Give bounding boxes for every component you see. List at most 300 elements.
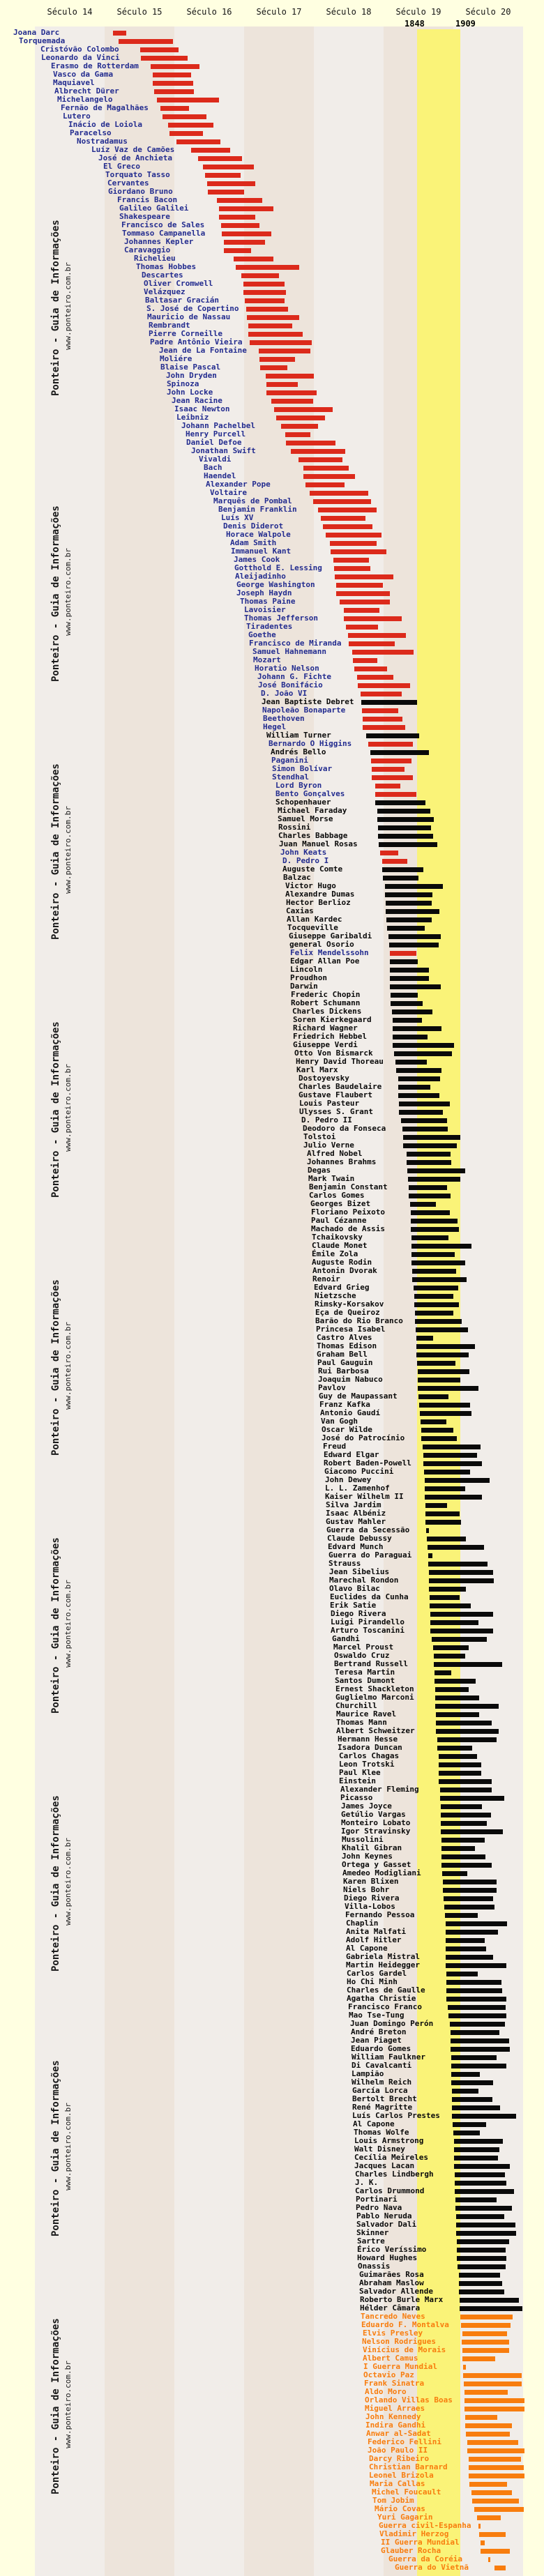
person-name: Baltasar Gracián xyxy=(145,296,219,305)
lifespan-bar xyxy=(390,951,416,956)
lifespan-bar xyxy=(407,1160,451,1165)
person-name: Carlos Drummond xyxy=(355,2186,425,2195)
person-name: Tiradentes xyxy=(246,622,293,631)
lifespan-bar xyxy=(363,717,402,722)
person-name: George Washington xyxy=(236,580,315,589)
lifespan-bar xyxy=(446,1946,486,1951)
person-name: Érico Veríssimo xyxy=(357,2245,427,2254)
person-name: D. Pedro II xyxy=(301,1115,352,1125)
lifespan-bar xyxy=(455,2189,514,2194)
person-name: Walt Disney xyxy=(354,2144,405,2154)
person-name: John Keats xyxy=(280,848,327,857)
person-name: Maquiavel xyxy=(53,78,95,87)
person-name: Tom Jobim xyxy=(372,2496,414,2505)
lifespan-bar xyxy=(411,1260,465,1265)
person-name: Aleijadinho xyxy=(235,572,286,581)
person-name: Claude Debussy xyxy=(327,1534,392,1543)
person-name: Robert Schumann xyxy=(291,998,361,1007)
lifespan-bar xyxy=(442,1871,467,1876)
person-name: El Greco xyxy=(103,162,140,171)
lifespan-bar xyxy=(460,2315,513,2319)
lifespan-bar xyxy=(477,2515,501,2520)
person-name: Antonin Dvorak xyxy=(312,1266,377,1275)
lifespan-bar xyxy=(411,1210,450,1215)
lifespan-bar xyxy=(246,307,288,312)
lifespan-bar xyxy=(441,1804,482,1809)
lifespan-bar xyxy=(425,1520,461,1525)
lifespan-bar xyxy=(440,1788,492,1792)
person-name: Skinner xyxy=(356,2228,389,2237)
lifespan-bar xyxy=(377,809,430,814)
person-name: Isadora Duncan xyxy=(338,1743,402,1752)
person-name: Guy de Maupassant xyxy=(319,1392,398,1401)
century-label: Século 14 xyxy=(47,7,93,17)
lifespan-bar xyxy=(344,608,379,613)
person-name: J. K. xyxy=(355,2178,379,2187)
watermark-block xyxy=(49,1018,80,1201)
watermark-rotated xyxy=(49,1276,73,1456)
watermark-rotated xyxy=(49,216,73,396)
lifespan-bar xyxy=(389,943,439,947)
person-name: Bento Gonçalves xyxy=(275,789,345,798)
lifespan-bar xyxy=(429,1587,466,1592)
watermark-rotated xyxy=(49,2315,73,2494)
person-name: Napoleão Bonaparte xyxy=(262,706,346,715)
lifespan-bar xyxy=(419,1403,470,1408)
watermark-block xyxy=(49,1534,80,1716)
watermark-rotated xyxy=(49,760,73,940)
person-name: Georges Bizet xyxy=(310,1199,371,1208)
person-name: Nostradamus xyxy=(77,137,128,146)
lifespan-bar xyxy=(462,2331,507,2336)
person-name: Monteiro Lobato xyxy=(341,1818,411,1827)
lifespan-bar xyxy=(469,2482,507,2487)
lifespan-bar xyxy=(377,817,434,822)
person-name: Oswaldo Cruz xyxy=(334,1651,390,1660)
lifespan-bar xyxy=(248,332,303,337)
person-name: Velázquez xyxy=(144,287,186,296)
era-start-year: 1848 xyxy=(405,19,425,29)
century-column xyxy=(105,26,174,2576)
person-name: Mário Covas xyxy=(375,2504,425,2513)
person-name: Elvis Presley xyxy=(363,2329,423,2338)
lifespan-bar xyxy=(168,123,213,128)
lifespan-bar xyxy=(399,1102,450,1106)
lifespan-bar xyxy=(412,1269,456,1274)
lifespan-bar xyxy=(418,1394,448,1399)
person-name: Guglielmo Marconi xyxy=(335,1693,414,1702)
watermark-rotated xyxy=(49,1792,73,1972)
lifespan-bar xyxy=(437,1746,472,1751)
lifespan-bar xyxy=(439,1754,477,1759)
person-name: Torquemada xyxy=(19,36,66,45)
lifespan-bar xyxy=(141,56,188,61)
lifespan-bar xyxy=(469,2457,521,2462)
lifespan-bar xyxy=(393,1043,454,1048)
lifespan-bar xyxy=(457,2239,509,2244)
lifespan-bar xyxy=(463,2365,466,2370)
person-name: Gabriela Mistral xyxy=(346,1952,420,1961)
person-name: L. L. Zamenhof xyxy=(325,1484,390,1493)
lifespan-bar xyxy=(266,374,314,379)
person-name: Guerra do Vietnã xyxy=(395,2563,469,2572)
lifespan-bar xyxy=(453,2131,480,2135)
person-name: Khalil Gibran xyxy=(342,1843,402,1852)
lifespan-bar xyxy=(467,2448,524,2453)
person-name: Mussolini xyxy=(342,1835,384,1844)
lifespan-bar xyxy=(176,139,220,144)
person-name: Francisco Franco xyxy=(348,2002,422,2011)
lifespan-bar xyxy=(378,834,433,839)
person-name: Jonathan Swift xyxy=(191,446,256,455)
lifespan-bar xyxy=(357,675,393,680)
person-name: Tancredo Neves xyxy=(361,2312,425,2321)
lifespan-bar xyxy=(451,2030,499,2035)
lifespan-bar xyxy=(425,1486,465,1491)
lifespan-bar xyxy=(386,909,439,914)
lifespan-bar xyxy=(455,2197,497,2202)
person-name: Amedeo Modigliani xyxy=(342,1868,421,1877)
lifespan-bar xyxy=(321,516,365,521)
lifespan-bar xyxy=(479,2532,506,2537)
person-name: Henry Purcell xyxy=(186,429,246,439)
era-end-year: 1909 xyxy=(455,19,476,29)
person-name: João Paulo II xyxy=(368,2446,428,2455)
person-name: Floriano Peixoto xyxy=(311,1207,385,1217)
person-name: Isaac Newton xyxy=(174,404,230,413)
lifespan-bar xyxy=(372,775,413,780)
lifespan-bar xyxy=(217,198,262,203)
lifespan-bar xyxy=(333,558,369,563)
lifespan-bar xyxy=(423,1453,477,1458)
person-name: Guimarães Rosa xyxy=(359,2270,424,2279)
lifespan-bar xyxy=(411,1235,448,1240)
person-name: Luís XV xyxy=(221,513,254,522)
lifespan-bar xyxy=(285,432,310,437)
person-name: Alexander Pope xyxy=(206,480,271,489)
lifespan-bar xyxy=(248,323,292,328)
lifespan-bar xyxy=(451,2038,509,2043)
lifespan-bar xyxy=(330,541,377,546)
person-name: Degas xyxy=(308,1166,331,1175)
person-name: Edvard Grieg xyxy=(314,1283,370,1292)
person-name: Robert Baden-Powell xyxy=(324,1458,411,1468)
person-name: Bertolt Brecht xyxy=(352,2094,417,2103)
lifespan-bar xyxy=(440,1796,504,1801)
person-name: Mauricio de Nassau xyxy=(147,312,231,321)
lifespan-bar xyxy=(446,1921,507,1926)
lifespan-bar xyxy=(464,2381,522,2386)
watermark-block xyxy=(49,2057,80,2239)
lifespan-bar xyxy=(390,959,418,964)
lifespan-bar xyxy=(291,449,345,454)
lifespan-bar xyxy=(459,2281,502,2286)
lifespan-bar xyxy=(393,1035,428,1039)
person-name: Marcel Proust xyxy=(333,1643,394,1652)
person-name: S. José de Copertino xyxy=(146,304,239,313)
person-name: general Osorio xyxy=(289,940,354,949)
person-name: Henry David Thoreau xyxy=(296,1057,384,1066)
person-name: Albert Camus xyxy=(363,2354,418,2363)
person-name: José de Anchieta xyxy=(98,153,172,162)
person-name: Erasmo de Rotterdam xyxy=(51,61,139,70)
lifespan-bar xyxy=(455,2172,505,2177)
lifespan-bar xyxy=(433,1645,469,1650)
person-name: Mao Tse-Tung xyxy=(349,2011,405,2020)
lifespan-bar xyxy=(416,1352,469,1357)
person-name: Paracelso xyxy=(70,128,112,137)
person-name: Diego Rivera xyxy=(344,1893,400,1903)
person-name: John Dewey xyxy=(325,1475,372,1484)
lifespan-bar xyxy=(382,859,407,864)
lifespan-bar xyxy=(260,365,287,370)
person-name: Hélder Câmara xyxy=(360,2303,421,2312)
lifespan-bar xyxy=(140,47,179,52)
person-name: Auguste Comte xyxy=(282,864,343,874)
person-name: Nietzsche xyxy=(315,1291,356,1300)
lifespan-bar xyxy=(274,407,333,412)
lifespan-bar xyxy=(372,767,405,772)
lifespan-bar xyxy=(460,2306,522,2311)
lifespan-bar xyxy=(303,466,349,471)
lifespan-bar xyxy=(362,708,398,713)
person-name: Samuel Morse xyxy=(278,814,333,823)
person-name: Thomas Mann xyxy=(336,1718,387,1727)
lifespan-bar xyxy=(434,1654,465,1659)
lifespan-bar xyxy=(434,1662,502,1667)
person-name: Teresa Martin xyxy=(335,1668,395,1677)
person-name: Charles Dickens xyxy=(292,1007,362,1016)
person-name: Cecília Meireles xyxy=(354,2153,428,2162)
person-name: Deodoro da Fonseca xyxy=(303,1124,386,1133)
lifespan-bar xyxy=(444,1905,494,1910)
person-name: Blaise Pascal xyxy=(160,363,221,372)
lifespan-bar xyxy=(452,2097,492,2102)
lifespan-bar xyxy=(478,2524,481,2529)
lifespan-bar xyxy=(462,2348,509,2353)
lifespan-bar xyxy=(441,1838,485,1843)
lifespan-bar xyxy=(441,1854,485,1859)
person-name: Rimsky-Korsakov xyxy=(315,1300,384,1309)
lifespan-bar xyxy=(469,2474,524,2478)
lifespan-bar xyxy=(466,2432,510,2437)
person-name: Michel Foucault xyxy=(372,2487,441,2497)
lifespan-bar xyxy=(446,1963,506,1968)
lifespan-bar xyxy=(243,290,286,295)
lifespan-bar xyxy=(441,1821,487,1826)
person-name: Julio Verne xyxy=(303,1141,354,1150)
lifespan-bar xyxy=(385,892,432,897)
person-name: Charles de Gaulle xyxy=(347,1986,425,1995)
lifespan-bar xyxy=(414,1294,453,1299)
lifespan-bar xyxy=(464,2398,524,2403)
person-name: Denis Diderot xyxy=(223,521,284,531)
lifespan-bar xyxy=(421,1428,453,1433)
lifespan-bar xyxy=(391,1001,423,1006)
lifespan-bar xyxy=(411,1219,458,1224)
person-name: Van Gogh xyxy=(321,1417,358,1426)
lifespan-bar xyxy=(481,2549,510,2554)
person-name: José do Patrocínio xyxy=(322,1433,405,1442)
lifespan-bar xyxy=(370,750,429,755)
person-name: Al Capone xyxy=(353,2119,395,2128)
person-name: Octavio Paz xyxy=(363,2370,414,2379)
lifespan-bar xyxy=(448,2005,506,2010)
person-name: Villa-Lobos xyxy=(345,1902,395,1911)
lifespan-bar xyxy=(448,2013,506,2018)
person-name: Oliver Cromwell xyxy=(144,279,213,288)
lifespan-bar xyxy=(439,1779,492,1784)
person-name: Niels Bohr xyxy=(343,1885,390,1894)
person-name: Charles Baudelaire xyxy=(299,1082,382,1091)
person-name: Machado de Assis xyxy=(311,1224,385,1233)
lifespan-bar xyxy=(366,733,419,738)
lifespan-bar xyxy=(224,240,265,245)
person-name: Maria Callas xyxy=(370,2479,425,2488)
person-name: Edgar Allan Poe xyxy=(290,957,360,966)
lifespan-bar xyxy=(450,2022,505,2027)
person-name: Paul Gauguin xyxy=(317,1358,373,1367)
person-name: Louis Armstrong xyxy=(354,2136,424,2145)
lifespan-bar xyxy=(469,2465,524,2470)
lifespan-bar xyxy=(458,2264,506,2269)
person-name: Jean Sibelius xyxy=(329,1567,390,1576)
lifespan-bar xyxy=(245,298,285,303)
lifespan-bar xyxy=(411,1227,459,1232)
person-name: Thomas Edison xyxy=(317,1341,377,1350)
person-name: Vinícius de Morais xyxy=(363,2345,446,2354)
lifespan-bar xyxy=(303,474,355,479)
lifespan-bar xyxy=(390,976,429,981)
person-name: Isaac Albéniz xyxy=(326,1509,386,1518)
person-name: Hermann Hesse xyxy=(338,1735,398,1744)
lifespan-bar xyxy=(451,2080,493,2085)
person-name: Stendhal xyxy=(272,772,309,782)
lifespan-bar xyxy=(451,2047,510,2052)
person-name: Friedrich Hebbel xyxy=(293,1032,367,1041)
lifespan-bar xyxy=(219,215,255,220)
lifespan-bar xyxy=(353,658,377,663)
person-name: Jean Piaget xyxy=(351,2036,402,2045)
lifespan-bar xyxy=(441,1846,475,1851)
person-name: Marquês de Pombal xyxy=(213,496,292,505)
person-name: Simon Bolívar xyxy=(272,764,333,773)
person-name: Giuseppe Garibaldi xyxy=(289,931,372,940)
lifespan-bar xyxy=(455,2181,506,2186)
person-name: Johannes Kepler xyxy=(124,237,194,246)
lifespan-bar xyxy=(382,867,423,872)
lifespan-bar xyxy=(313,499,371,504)
lifespan-bar xyxy=(409,1194,451,1198)
person-name: Einstein xyxy=(339,1776,376,1785)
person-name: Sartre xyxy=(357,2236,385,2246)
person-name: Yuri Gagarin xyxy=(377,2513,433,2522)
person-name: Eça de Queiroz xyxy=(315,1308,380,1317)
person-name: Michael Faraday xyxy=(278,806,347,815)
lifespan-bar xyxy=(219,206,273,211)
watermark-block xyxy=(49,1276,80,1458)
lifespan-bar xyxy=(452,2114,516,2119)
watermark-block xyxy=(49,2315,80,2497)
person-name: Felix Mendelssohn xyxy=(290,948,369,957)
watermark-rotated xyxy=(49,2057,73,2236)
lifespan-bar xyxy=(430,1595,460,1600)
lifespan-bar xyxy=(299,457,342,462)
person-name: Cristóvão Colombo xyxy=(40,45,119,54)
person-name: Paul Klee xyxy=(339,1768,381,1777)
lifespan-bar xyxy=(427,1537,466,1541)
person-name: D. Pedro I xyxy=(282,856,329,865)
person-name: Gotthold E. Lessing xyxy=(234,563,322,572)
lifespan-bar xyxy=(429,1578,494,1583)
person-name: Victor Hugo xyxy=(285,881,336,890)
lifespan-bar xyxy=(375,800,425,805)
person-name: Alexandre Dumas xyxy=(285,890,355,899)
lifespan-bar xyxy=(414,1286,458,1290)
lifespan-bar xyxy=(411,1252,455,1257)
person-name: Pavlov xyxy=(318,1383,346,1392)
lifespan-bar xyxy=(221,223,259,228)
lifespan-bar xyxy=(236,265,299,270)
lifespan-bar xyxy=(425,1511,460,1516)
lifespan-bar xyxy=(418,1369,469,1374)
lifespan-bar xyxy=(428,1553,432,1558)
lifespan-bar xyxy=(418,1378,460,1382)
lifespan-bar xyxy=(388,934,441,939)
lifespan-bar xyxy=(446,1930,498,1935)
lifespan-bar xyxy=(472,2499,519,2503)
lifespan-bar xyxy=(390,968,429,973)
lifespan-bar xyxy=(457,2248,506,2253)
lifespan-bar xyxy=(207,181,255,186)
person-name: Edvard Munch xyxy=(328,1542,384,1551)
person-name: Franz Kafka xyxy=(319,1400,370,1409)
century-label: Século 17 xyxy=(256,7,302,17)
lifespan-bar xyxy=(435,1704,499,1709)
lifespan-bar xyxy=(416,1344,475,1349)
lifespan-bar xyxy=(420,1411,471,1416)
person-name: D. João VI xyxy=(261,689,308,698)
person-name: Miguel Arraes xyxy=(365,2404,425,2413)
person-name: Vivaldi xyxy=(199,455,232,464)
person-name: Carlos Chagas xyxy=(339,1751,400,1760)
lifespan-bar xyxy=(446,1955,493,1960)
person-name: Luíz Vaz de Camões xyxy=(91,145,175,154)
person-name: Ortega y Gasset xyxy=(342,1860,411,1869)
lifespan-bar xyxy=(310,491,368,496)
lifespan-bar xyxy=(336,591,390,596)
lifespan-bar xyxy=(439,1771,481,1776)
lifespan-bar xyxy=(198,156,242,161)
person-name: Francis Bacon xyxy=(117,195,178,204)
watermark-title: Ponteiro - Guia de Informações xyxy=(50,2060,61,2236)
lifespan-bar xyxy=(151,64,199,69)
person-name: Andrés Bello xyxy=(271,747,326,756)
lifespan-bar xyxy=(443,1880,497,1884)
lifespan-bar xyxy=(494,2566,506,2570)
person-name: Castro Alves xyxy=(317,1333,372,1342)
person-name: Benjamin Franklin xyxy=(218,505,297,514)
century-label: Século 15 xyxy=(116,7,163,17)
person-name: Christian Barnard xyxy=(369,2462,448,2471)
lifespan-bar xyxy=(436,1729,499,1734)
lifespan-bar xyxy=(418,1386,478,1391)
person-name: Lutero xyxy=(63,112,91,121)
lifespan-bar xyxy=(446,1972,478,1976)
person-name: Santos Dumont xyxy=(335,1676,395,1685)
lifespan-bar xyxy=(488,2557,490,2562)
person-name: Mark Twain xyxy=(308,1174,355,1183)
